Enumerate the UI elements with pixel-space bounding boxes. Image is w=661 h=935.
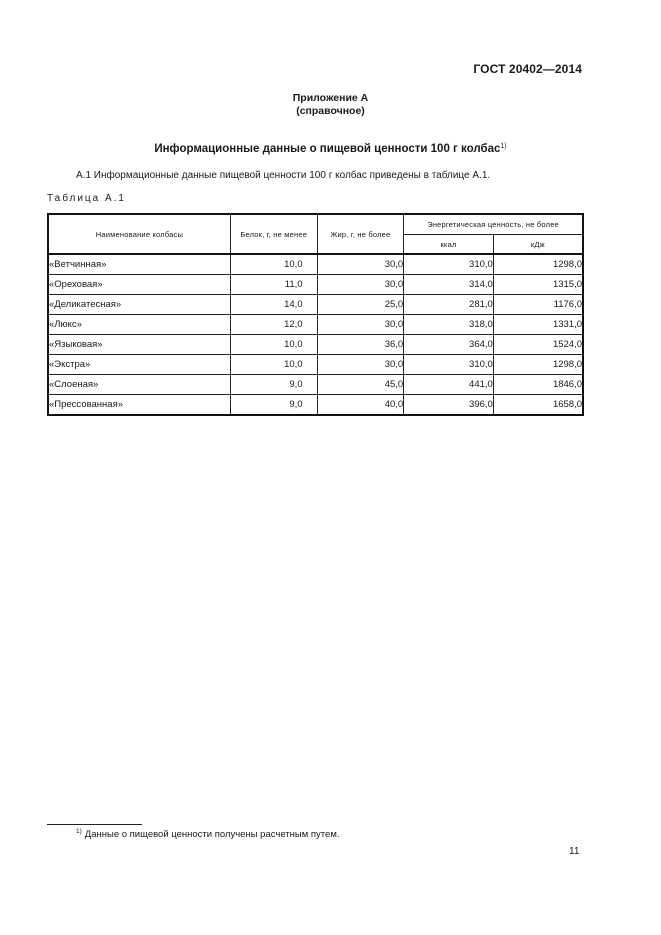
table-row	[48, 335, 583, 355]
section-title	[0, 142, 661, 155]
appendix-heading	[0, 92, 661, 118]
title-footnote-mark: 1)	[500, 143, 507, 150]
document-code: ГОСТ 20402—2014	[473, 62, 582, 76]
table-row	[48, 395, 583, 416]
cell-fat: 30,0	[317, 315, 404, 335]
appendix-subtitle: (справочное)	[296, 105, 365, 117]
header-protein: Белок, г, не менее	[230, 214, 317, 254]
cell-protein: 10,0	[230, 355, 317, 375]
cell-name: «Слоеная»	[48, 375, 230, 395]
cell-name: «Языковая»	[48, 335, 230, 355]
cell-protein: 9,0	[230, 375, 317, 395]
cell-fat: 30,0	[317, 355, 404, 375]
cell-kcal: 396,0	[404, 395, 494, 416]
table-row	[48, 295, 583, 315]
table-header	[48, 214, 583, 254]
cell-kj: 1315,0	[493, 275, 583, 295]
cell-name: «Ветчинная»	[48, 254, 230, 275]
footnote-mark: 1)	[76, 828, 82, 835]
intro-paragraph: А.1 Информационные данные пищевой ценности 100 г колбас приведены в таблице А.1.	[76, 170, 491, 181]
header-kcal: ккал	[404, 235, 494, 255]
cell-kj: 1176,0	[493, 295, 583, 315]
cell-kj: 1331,0	[493, 315, 583, 335]
cell-name: «Деликатесная»	[48, 295, 230, 315]
cell-name: «Люкс»	[48, 315, 230, 335]
appendix-title: Приложение А	[292, 92, 369, 104]
cell-protein: 11,0	[230, 275, 317, 295]
nutrition-table	[47, 213, 584, 416]
table-caption: Таблица А.1	[47, 193, 126, 204]
cell-kj: 1298,0	[493, 355, 583, 375]
page-number: 11	[569, 846, 580, 857]
table-row	[48, 315, 583, 335]
cell-protein: 14,0	[230, 295, 317, 315]
cell-kj: 1298,0	[493, 254, 583, 275]
header-energy: Энергетическая ценность, не более	[404, 214, 583, 235]
cell-kcal: 364,0	[404, 335, 494, 355]
cell-kcal: 441,0	[404, 375, 494, 395]
cell-protein: 12,0	[230, 315, 317, 335]
footnote	[76, 828, 340, 840]
section-title-text: Информационные данные о пищевой ценности 100 г колбас	[154, 142, 501, 155]
cell-fat: 45,0	[317, 375, 404, 395]
cell-fat: 40,0	[317, 395, 404, 416]
footnote-separator	[47, 824, 142, 825]
cell-kcal: 310,0	[404, 254, 494, 275]
header-kj: кДж	[493, 235, 583, 255]
cell-kcal: 314,0	[404, 275, 494, 295]
cell-fat: 30,0	[317, 275, 404, 295]
cell-kj: 1846,0	[493, 375, 583, 395]
table-row	[48, 355, 583, 375]
cell-kj: 1524,0	[493, 335, 583, 355]
table-row	[48, 375, 583, 395]
cell-kcal: 281,0	[404, 295, 494, 315]
cell-kj: 1658,0	[493, 395, 583, 416]
cell-name: «Экстра»	[48, 355, 230, 375]
cell-fat: 25,0	[317, 295, 404, 315]
cell-name: «Ореховая»	[48, 275, 230, 295]
footnote-text: Данные о пищевой ценности получены расчетным путем.	[84, 829, 340, 841]
cell-protein: 10,0	[230, 335, 317, 355]
table-row	[48, 254, 583, 275]
header-fat: Жир, г, не более	[317, 214, 404, 254]
cell-kcal: 318,0	[404, 315, 494, 335]
cell-fat: 36,0	[317, 335, 404, 355]
header-name: Наименование колбасы	[48, 214, 230, 254]
cell-fat: 30,0	[317, 254, 404, 275]
cell-name: «Прессованная»	[48, 395, 230, 416]
cell-protein: 10,0	[230, 254, 317, 275]
cell-kcal: 310,0	[404, 355, 494, 375]
cell-protein: 9,0	[230, 395, 317, 416]
table-body	[48, 254, 583, 415]
table-row	[48, 275, 583, 295]
